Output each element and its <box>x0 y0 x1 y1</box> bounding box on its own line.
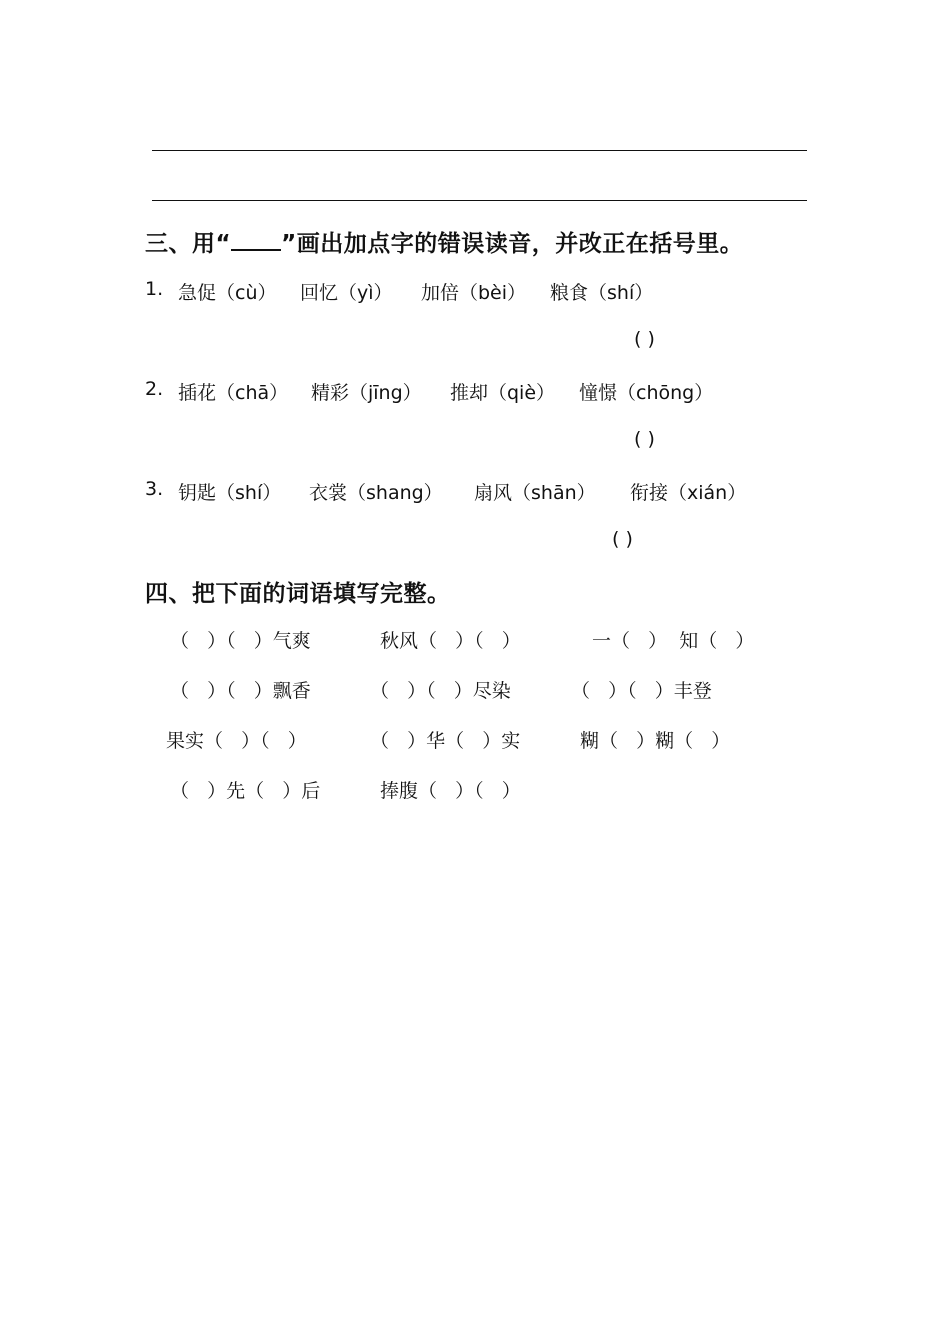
fill-idiom-r2c3[interactable]: （ ）（ ）丰登 <box>571 680 712 702</box>
question-1-word-1: 急促（cù） <box>178 282 277 304</box>
fill-idiom-r1c1[interactable]: （ ）（ ）气爽 <box>170 630 311 652</box>
section3-heading <box>145 225 743 258</box>
question-2-word-4: 憧憬（chōng） <box>579 382 714 404</box>
question-2-number: 2. <box>145 378 164 400</box>
fill-idiom-r4c2[interactable]: 捧腹（ ）（ ） <box>380 780 521 802</box>
fill-idiom-r1c3[interactable]: 一（ ） 知（ ） <box>592 630 755 652</box>
section3-heading-part2: ”画出加点字的错误读音，并改正在括号里。 <box>281 231 744 257</box>
underline-sample <box>231 231 281 251</box>
writing-line-1 <box>152 150 807 151</box>
question-2-word-2: 精彩（jīng） <box>311 382 422 404</box>
section3-heading-part1: 三、用“ <box>145 231 232 257</box>
question-1-word-4: 粮食（shí） <box>550 282 654 304</box>
question-3-number: 3. <box>145 478 164 500</box>
writing-line-2 <box>152 200 807 201</box>
fill-idiom-r3c1[interactable]: 果实（ ）（ ） <box>166 730 307 752</box>
fill-idiom-r1c2[interactable]: 秋风（ ）（ ） <box>380 630 521 652</box>
question-3-word-4: 衔接（xián） <box>630 482 747 504</box>
question-3-word-3: 扇风（shān） <box>474 482 596 504</box>
question-3-word-1: 钥匙（shí） <box>178 482 282 504</box>
fill-idiom-r3c3[interactable]: 糊（ ）糊（ ） <box>580 730 731 752</box>
fill-idiom-r2c1[interactable]: （ ）（ ）飘香 <box>170 680 311 702</box>
question-2-word-1: 插花（chā） <box>178 382 289 404</box>
fill-idiom-r4c1[interactable]: （ ）先（ ）后 <box>170 780 321 802</box>
question-2-word-3: 推却（qiè） <box>450 382 556 404</box>
fill-idiom-r2c2[interactable]: （ ）（ ）尽染 <box>370 680 511 702</box>
section4-heading: 四、把下面的词语填写完整。 <box>145 581 451 607</box>
question-2-answer-blank[interactable]: ( ) <box>634 428 655 450</box>
question-1-word-2: 回忆（yì） <box>300 282 393 304</box>
fill-idiom-r3c2[interactable]: （ ）华（ ）实 <box>370 730 521 752</box>
question-3-answer-blank[interactable]: ( ) <box>612 528 633 550</box>
question-1-word-3: 加倍（bèi） <box>421 282 527 304</box>
question-3-word-2: 衣裳（shang） <box>309 482 443 504</box>
question-1-number: 1. <box>145 278 164 300</box>
question-1-answer-blank[interactable]: ( ) <box>634 328 655 350</box>
